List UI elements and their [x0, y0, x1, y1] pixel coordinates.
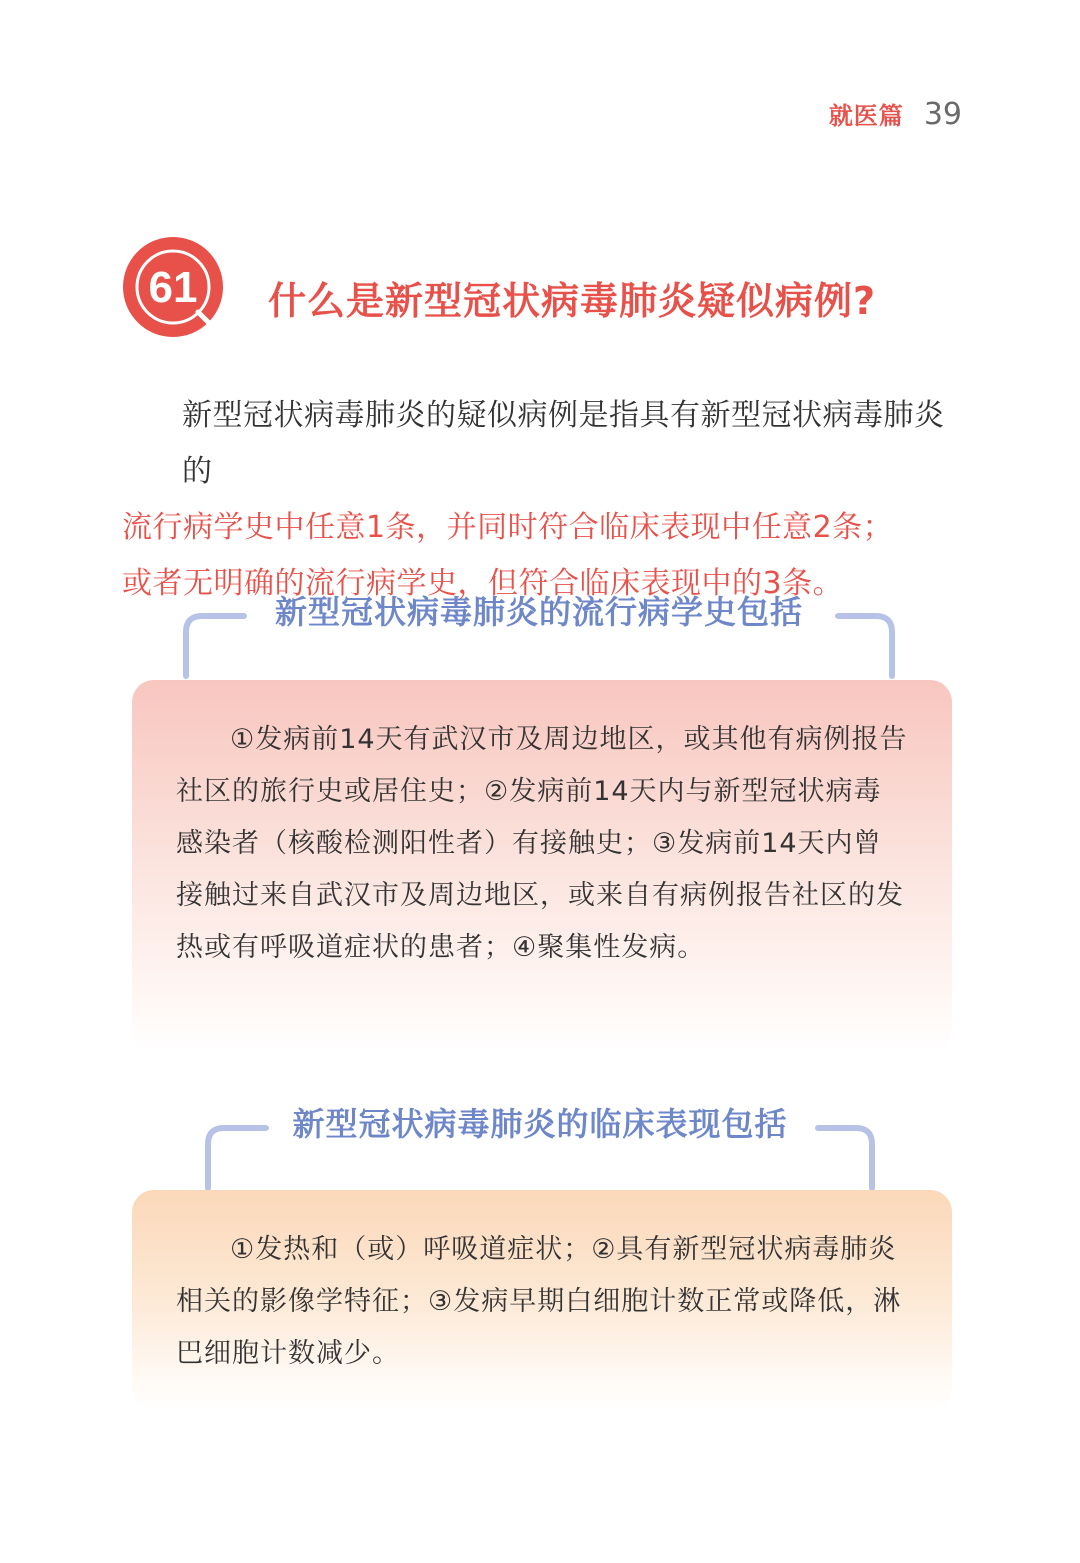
page-header: [829, 96, 962, 132]
intro-paragraph: [122, 388, 962, 612]
section-2-title: 新型冠状病毒肺炎的临床表现包括: [292, 1105, 788, 1143]
section-name: 就医篇: [828, 102, 904, 130]
section-1-bracket: [182, 593, 896, 664]
question-title: 什么是新型冠状病毒肺炎疑似病例?: [268, 279, 877, 323]
section-1-title: 新型冠状病毒肺炎的流行病学史包括: [274, 593, 803, 631]
section-1-card: [132, 680, 952, 1052]
page-number: 39: [923, 97, 962, 132]
question-badge: [120, 234, 230, 344]
section-2-card: [132, 1190, 952, 1410]
question-number: 61: [148, 263, 198, 312]
section-1-body: ①发病前14天有武汉市及周边地区，或其他有病例报告社区的旅行史或居住史；②发病前14天内与新型冠状病毒感染者（核酸检测阳性者）有接触史；③发病前14天内曾接触过来自武汉市及周边地区，或来自有病例报告社区的发热或有呼吸道症状的患者；④聚集性发病。: [176, 724, 908, 963]
section-2-bracket: [204, 1105, 876, 1176]
intro-line-3: 或者无明确的流行病学史，但符合临床表现中的3条。: [122, 566, 844, 601]
intro-line-2: 流行病学史中任意1条，并同时符合临床表现中任意2条；: [122, 510, 894, 545]
magnifier-badge-icon: [120, 234, 230, 344]
intro-line-1: 新型冠状病毒肺炎的疑似病例是指具有新型冠状病毒肺炎的: [182, 398, 945, 489]
section-2-body: ①发热和（或）呼吸道症状；②具有新型冠状病毒肺炎相关的影像学特征；③发病早期白细胞计数正常或降低，淋巴细胞计数减少。: [176, 1234, 902, 1369]
